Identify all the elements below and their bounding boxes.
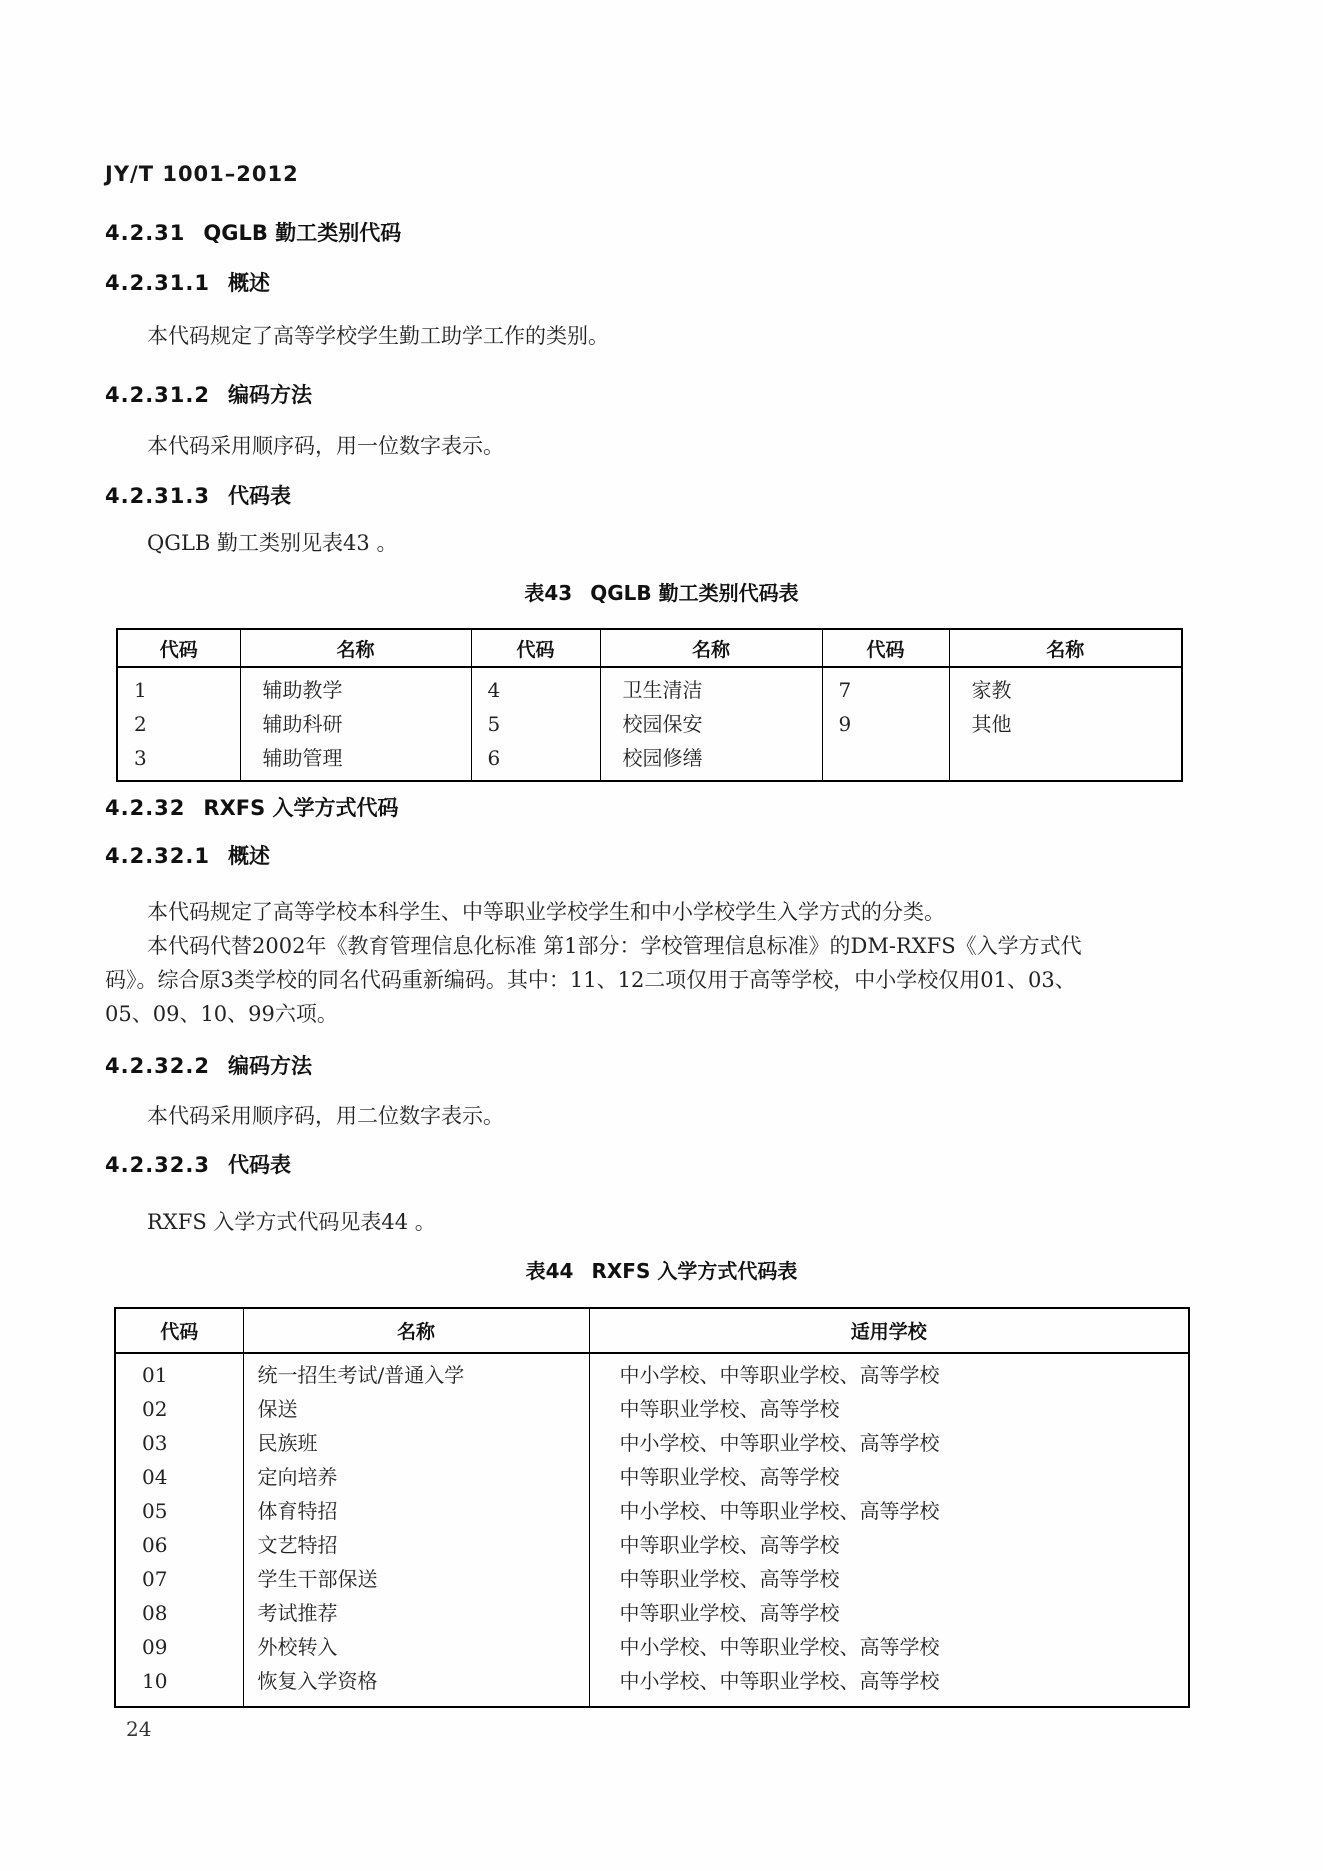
- code-value: 5: [487, 712, 501, 736]
- section-number: 4.2.32: [105, 796, 186, 820]
- section-title: 概述: [228, 271, 270, 295]
- schools-cell: 中小学校、中等职业学校、高等学校: [589, 1494, 1189, 1528]
- table43-header-name-2: 名称: [600, 629, 822, 667]
- code-cell: 10: [142, 1669, 168, 1693]
- name-cell: 体育特招: [243, 1494, 589, 1528]
- schools-cell: 中等职业学校、高等学校: [589, 1528, 1189, 1562]
- paragraph-overview-4-2-31: 本代码规定了高等学校学生勤工助学工作的类别。: [147, 324, 609, 348]
- name-value: 辅助管理: [262, 746, 343, 770]
- code-value: 1: [134, 678, 147, 702]
- schools-cell: 中等职业学校、高等学校: [589, 1392, 1189, 1426]
- paragraph-line: 本代码规定了高等学校本科学生、中等职业学校学生和中小学校学生入学方式的分类。: [147, 900, 945, 924]
- schools-cell: 中小学校、中等职业学校、高等学校: [589, 1426, 1189, 1460]
- paragraph-line: 05、09、10、99六项。: [105, 1002, 338, 1026]
- section-title: QGLB 勤工类别代码: [203, 221, 402, 245]
- table43-names-col2: [600, 667, 822, 781]
- schools-cell: 中小学校、中等职业学校、高等学校: [589, 1630, 1189, 1664]
- name-value: 其他: [971, 712, 1012, 736]
- table-row: [115, 1460, 1189, 1494]
- table44-header-name: 名称: [243, 1308, 589, 1353]
- section-title: RXFS 入学方式代码: [203, 796, 399, 820]
- page-number: 24: [126, 1717, 152, 1741]
- paragraph-overview-4-2-32: [105, 895, 1255, 1031]
- section-number: 4.2.31.3: [105, 484, 210, 508]
- table44-caption: [0, 1255, 1323, 1284]
- table43-caption-label: 表43: [524, 581, 573, 605]
- name-cell: 考试推荐: [243, 1596, 589, 1630]
- table43-codes-col2: [471, 667, 600, 781]
- name-cell: 文艺特招: [243, 1528, 589, 1562]
- section-number: 4.2.31.2: [105, 383, 210, 407]
- section-heading-4-2-32: [105, 792, 399, 822]
- schools-cell: 中小学校、中等职业学校、高等学校: [589, 1664, 1189, 1707]
- table-row: [115, 1528, 1189, 1562]
- name-cell: 统一招生考试/普通入学: [243, 1353, 589, 1392]
- table43-names-col3: [949, 667, 1182, 781]
- section-title: 编码方法: [228, 1054, 312, 1078]
- table-row: [115, 1494, 1189, 1528]
- section-heading-4-2-32-2: [105, 1050, 312, 1080]
- name-value: 校园保安: [622, 712, 703, 736]
- code-cell: 06: [142, 1533, 168, 1557]
- table44-caption-label: 表44: [525, 1259, 574, 1283]
- section-number: 4.2.32.3: [105, 1153, 210, 1177]
- name-value: 家教: [971, 678, 1012, 702]
- name-value: 辅助科研: [262, 712, 343, 736]
- section-heading-4-2-31-1: [105, 267, 270, 297]
- table43-wrapper: [116, 628, 1183, 782]
- code-value: 4: [487, 678, 501, 702]
- code-value: 6: [487, 746, 501, 770]
- table43-header-code-3: 代码: [822, 629, 949, 667]
- table-row: [115, 1664, 1189, 1707]
- code-cell: 02: [142, 1397, 168, 1421]
- code-cell: 09: [142, 1635, 168, 1659]
- code-cell: 04: [142, 1465, 168, 1489]
- section-number: 4.2.31.1: [105, 271, 210, 295]
- schools-cell: 中小学校、中等职业学校、高等学校: [589, 1353, 1189, 1392]
- table43-header-name-3: 名称: [949, 629, 1182, 667]
- paragraph-encoding-4-2-31: 本代码采用顺序码，用一位数字表示。: [147, 434, 504, 458]
- name-value: 校园修缮: [622, 746, 703, 770]
- code-value: 2: [134, 712, 147, 736]
- section-title: 代码表: [228, 1153, 291, 1177]
- table43-caption-title: QGLB 勤工类别代码表: [590, 581, 799, 605]
- code-cell: 05: [142, 1499, 168, 1523]
- name-value: 卫生清洁: [622, 678, 703, 702]
- paragraph-line: 码》。综合原3类学校的同名代码重新编码。其中：11、12二项仅用于高等学校，中小学校仅用01、03、: [105, 968, 1076, 992]
- section-number: 4.2.32.1: [105, 844, 210, 868]
- table43-header-row: [117, 629, 1182, 667]
- table43-header-code-1: 代码: [117, 629, 240, 667]
- table43-names-col1: [240, 667, 471, 781]
- table-row: [115, 1426, 1189, 1460]
- paragraph-line: 本代码代替2002年《教育管理信息化标准 第1部分：学校管理信息标准》的DM-RXFS《入学方式代: [147, 934, 1082, 958]
- table44-header-code: 代码: [115, 1308, 243, 1353]
- table44-wrapper: [114, 1307, 1190, 1708]
- table-row: [115, 1562, 1189, 1596]
- section-title: 概述: [228, 844, 270, 868]
- paragraph-see-table43: QGLB 勤工类别见表43 。: [147, 531, 398, 555]
- table43-codes-col1: [117, 667, 240, 781]
- table43-caption: [0, 577, 1323, 606]
- section-heading-4-2-31: [105, 217, 401, 247]
- section-heading-4-2-32-3: [105, 1149, 291, 1179]
- table-row: [115, 1596, 1189, 1630]
- table-44: [114, 1307, 1190, 1708]
- table-row: [115, 1392, 1189, 1426]
- table43-header-code-2: 代码: [471, 629, 600, 667]
- schools-cell: 中等职业学校、高等学校: [589, 1596, 1189, 1630]
- code-value: [839, 741, 949, 775]
- table43-body-row: [117, 667, 1182, 781]
- name-value: [972, 741, 1182, 775]
- name-value: 辅助教学: [262, 678, 343, 702]
- table43-header-name-1: 名称: [240, 629, 471, 667]
- name-cell: 定向培养: [243, 1460, 589, 1494]
- code-value: 9: [838, 712, 852, 736]
- name-cell: 保送: [243, 1392, 589, 1426]
- paragraph-encoding-4-2-32: 本代码采用顺序码，用二位数字表示。: [147, 1104, 504, 1128]
- table-row: [115, 1353, 1189, 1392]
- section-heading-4-2-31-3: [105, 480, 291, 510]
- section-number: 4.2.32.2: [105, 1054, 210, 1078]
- code-cell: 01: [142, 1363, 168, 1387]
- table43-codes-col3: [822, 667, 949, 781]
- code-value: 3: [134, 746, 147, 770]
- name-cell: 学生干部保送: [243, 1562, 589, 1596]
- code-cell: 07: [142, 1567, 168, 1591]
- code-value: 7: [838, 678, 852, 702]
- schools-cell: 中等职业学校、高等学校: [589, 1460, 1189, 1494]
- code-cell: 08: [142, 1601, 168, 1625]
- table44-caption-title: RXFS 入学方式代码表: [591, 1259, 798, 1283]
- table-row: [115, 1630, 1189, 1664]
- section-title: 编码方法: [228, 383, 312, 407]
- section-number: 4.2.31: [105, 221, 186, 245]
- section-heading-4-2-31-2: [105, 379, 312, 409]
- section-title: 代码表: [228, 484, 291, 508]
- paragraph-see-table44: RXFS 入学方式代码见表44 。: [147, 1210, 436, 1234]
- code-cell: 03: [142, 1431, 168, 1455]
- name-cell: 民族班: [243, 1426, 589, 1460]
- schools-cell: 中等职业学校、高等学校: [589, 1562, 1189, 1596]
- table-43: [116, 628, 1183, 782]
- name-cell: 外校转入: [243, 1630, 589, 1664]
- section-heading-4-2-32-1: [105, 840, 270, 870]
- table44-header-row: [115, 1308, 1189, 1353]
- name-cell: 恢复入学资格: [243, 1664, 589, 1707]
- standard-code: JY/T 1001–2012: [105, 162, 299, 186]
- table44-header-schools: 适用学校: [589, 1308, 1189, 1353]
